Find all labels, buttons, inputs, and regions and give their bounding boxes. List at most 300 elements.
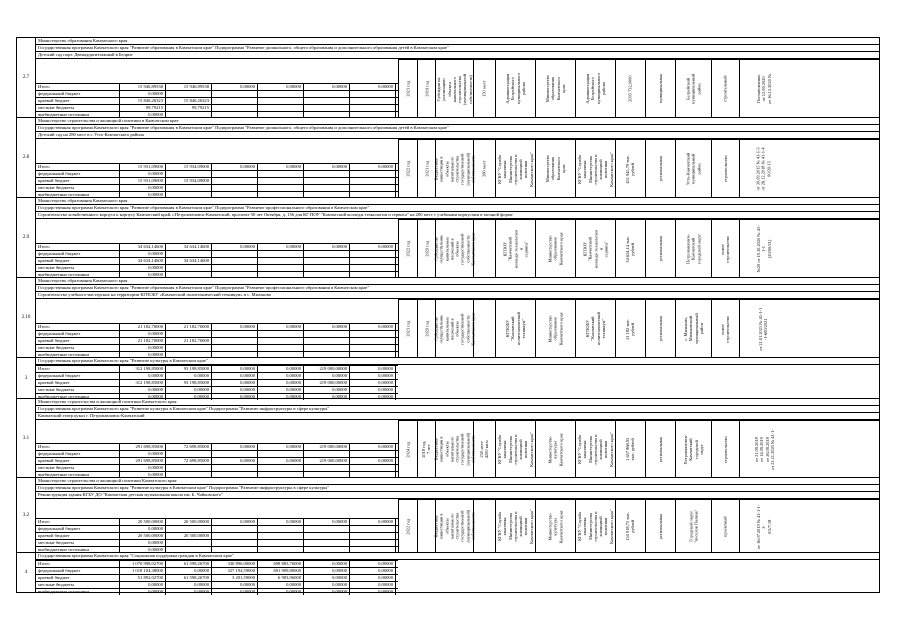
attribute-text: 2021 год <box>405 321 411 337</box>
financing-table <box>36 518 398 553</box>
program-name: Государственная программа Камчатского края "Развитие образования в Камчатском крае" Подпрограмма "Развитие дошкольного, общего образования и дополнительного образования детей в Камчатском крае" <box>36 125 879 132</box>
amount-cell: 61 598,26700 <box>166 561 212 567</box>
program-name: Государственная программа Камчатского края "Развитие образования в Камчатском крае" Подпрограмма "Развитие профессионального образования в Камчатском крае" <box>36 285 879 292</box>
table-section <box>16 552 880 593</box>
amount-cell: 0,00000 <box>258 582 304 588</box>
amount-cell: 0,00000 <box>304 373 350 379</box>
financing-row <box>36 243 398 250</box>
amount-cell: 0,00000 <box>120 387 166 393</box>
amount-cell: 0,00000 <box>350 575 396 581</box>
attribute-cell <box>417 300 435 358</box>
amount-cell: 15 946,89538 <box>166 84 212 90</box>
amount-cell: 0,00000 <box>120 451 166 457</box>
attribute-cell <box>473 500 495 553</box>
attribute-text: 2021 год <box>423 161 429 177</box>
amount-cell: 0,00000 <box>350 458 396 464</box>
financing-table <box>36 163 398 198</box>
amount-cell: 0,00000 <box>120 171 166 177</box>
amount-cell: 20 500,00000 <box>166 519 212 525</box>
amount-cell: 0,00000 <box>304 387 350 393</box>
attribute-cell <box>535 220 575 278</box>
attribute-text: Министерство образования Камчатского края <box>544 155 566 183</box>
object-attributes <box>398 299 879 358</box>
section-title: Министерство образования Камчатского края <box>36 278 879 285</box>
attribute-cell <box>433 140 476 198</box>
table-section <box>16 37 880 117</box>
amount-cell: 34 634,14600 <box>166 258 212 264</box>
amount-cell: 93 198,85000 <box>166 380 212 386</box>
attribute-cell <box>495 140 535 198</box>
attribute-cell <box>473 220 495 278</box>
amount-cell: 34 634,14600 <box>120 244 166 250</box>
amount-cell: 0,00000 <box>120 185 166 191</box>
financing-row <box>36 464 398 471</box>
amount-cell: 0,00000 <box>258 458 304 464</box>
financing-row <box>36 532 398 539</box>
source-label: внебюджетные источники <box>36 394 120 400</box>
source-label: Итого <box>36 244 120 250</box>
source-label: местные бюджеты <box>36 345 120 351</box>
source-label: местные бюджеты <box>36 105 120 111</box>
row-number <box>17 478 36 552</box>
row-number <box>17 553 36 592</box>
source-label: федеральный бюджет <box>36 526 120 532</box>
amount-cell: 21 182,70000 <box>120 338 166 344</box>
row-number-text: 3.1 <box>22 435 30 441</box>
attribute-text: Субсидии на реализацию объекта капитального строительства (муниципальной собственности) <box>436 73 473 105</box>
attribute-cell <box>473 421 495 478</box>
amount-cell: 0,00000 <box>212 589 258 595</box>
amount-cell: 34 634,14600 <box>166 244 212 250</box>
amount-cell: 0,00000 <box>304 519 350 525</box>
amount-cell: 0,00000 <box>258 164 304 170</box>
amount-cell: 291 698,85000 <box>120 444 166 450</box>
financing-table <box>36 443 398 478</box>
attribute-cell <box>417 500 435 553</box>
attribute-text: КГПОУ "Камчатский колледж технологии и сервиса" <box>502 229 529 269</box>
attribute-cell <box>645 500 675 553</box>
section-title: Министерство строительства и жилищной политики Камчатского края <box>36 399 879 406</box>
financing-row <box>36 581 398 588</box>
attribute-text: 2018 год, 7 лет <box>421 441 432 458</box>
attribute-text: Городской округ "поселок Палана" <box>688 509 699 544</box>
amount-cell: 0,00000 <box>120 265 166 271</box>
source-label: внебюджетные источники <box>36 352 120 358</box>
amount-cell: 0,00000 <box>120 394 166 400</box>
attribute-cell <box>417 421 435 478</box>
amount-cell: 0,00000 <box>212 244 258 250</box>
attribute-text: КГКУ "Служба заказчика Министерства строительства и жилищной политики Камчатского края" <box>497 151 534 187</box>
attribute-text: Постановление от 12.09.2020 от 16.12.2020 № <box>756 73 772 105</box>
attribute-cell <box>615 60 645 118</box>
attribute-cell <box>433 220 476 278</box>
table-section <box>16 117 880 197</box>
amount-cell: 0,00000 <box>120 345 166 351</box>
source-label: Итого <box>36 519 120 525</box>
financing-row <box>36 457 398 464</box>
financing-row <box>36 83 398 90</box>
attribute-cell <box>711 60 739 118</box>
amount-cell: 0,00000 <box>258 324 304 330</box>
attribute-cell <box>615 140 645 198</box>
financing-row <box>36 560 398 567</box>
amount-cell: 0,00000 <box>212 387 258 393</box>
attribute-cell <box>495 60 535 118</box>
amount-cell: 0,00000 <box>166 568 212 574</box>
attribute-text: Администрация Белрейского муниципального района <box>504 73 526 105</box>
amount-cell: 0,00000 <box>258 244 304 250</box>
attribute-text: 2022 год <box>405 241 411 257</box>
attribute-text: 2020 год <box>423 241 429 257</box>
document-page <box>16 37 880 593</box>
amount-cell: 0,00000 <box>212 84 258 90</box>
amount-cell: 0,00000 <box>350 589 396 595</box>
attribute-text: 2020 год <box>423 321 429 337</box>
financing-row <box>36 184 398 191</box>
amount-cell: 0,00000 <box>350 519 396 525</box>
source-label: местные бюджеты <box>36 465 120 471</box>
section-title: Министерство образования Камчатского края <box>36 198 879 205</box>
amount-cell: 0,00000 <box>166 582 212 588</box>
source-label: краевой бюджет <box>36 338 120 344</box>
amount-cell: 0,00000 <box>120 272 166 278</box>
amount-cell: 6 983,96000 <box>258 575 304 581</box>
amount-cell: 0,00000 <box>212 366 258 372</box>
financing-row <box>36 443 398 450</box>
attribute-cell <box>575 421 615 478</box>
amount-cell: 0,00000 <box>304 582 350 588</box>
amount-cell: 0,00000 <box>350 373 396 379</box>
attribute-text: от 16.07.2019 № 41-1-1-3- 0/2/7.18 <box>756 504 772 549</box>
attribute-text: Бюджетные инвестиции в объекты капитального строительства государственной (муниципальной) собственности <box>433 152 476 186</box>
attribute-text: региональная <box>657 236 663 262</box>
object-attributes <box>398 219 879 278</box>
amount-cell: 219 000,00000 <box>304 444 350 450</box>
attribute-cell <box>398 300 417 358</box>
amount-cell: 0,00000 <box>120 192 166 198</box>
attribute-cell <box>615 500 645 553</box>
table-section <box>16 277 880 357</box>
amount-cell: 93 198,85000 <box>166 366 212 372</box>
amount-cell: 0,00000 <box>350 380 396 386</box>
amount-cell: 698 883,76000 <box>258 561 304 567</box>
attribute-text: Петропавловск- Камчатский городской округ <box>682 434 704 465</box>
attribute-text: от 30.09.2015 № 41-1-3 от 26.12.2018 № 41-1-4 00/20-15 <box>756 147 772 191</box>
object-name: Реконструкция здания КГБУ ДО "Камчатская детская музыкальная школа им. Б. Чайковского" <box>36 492 879 499</box>
amount-cell: 0,00000 <box>304 164 350 170</box>
amount-cell: 99,79215 <box>166 105 212 111</box>
table-section <box>16 477 880 552</box>
attribute-text: Министерство образования Камчатского края <box>547 312 564 346</box>
financing-row <box>36 170 398 177</box>
source-label: внебюджетные источники <box>36 472 120 478</box>
financing-row <box>36 518 398 525</box>
attribute-text: региональная <box>657 156 663 182</box>
attribute-text: Министерство культуры Камчатского края <box>547 510 564 543</box>
row-number <box>17 198 36 277</box>
attribute-cell <box>398 421 417 478</box>
attribute-cell <box>575 60 615 118</box>
financing-row <box>36 337 398 344</box>
amount-cell: 1 018 104,38000 <box>120 568 166 574</box>
attribute-cell <box>417 140 435 198</box>
amount-cell: 0,00000 <box>350 561 396 567</box>
attribute-cell <box>473 60 495 118</box>
amount-cell: 219 000,00000 <box>304 458 350 464</box>
financing-table <box>36 323 398 358</box>
attribute-text: Субсидия на осуществление капитальных вложений в объекты государственной собственности Камчатского края <box>433 232 476 266</box>
attribute-cell <box>535 500 575 553</box>
attribute-cell <box>645 60 675 118</box>
attribute-cell <box>711 421 739 478</box>
attribute-cell <box>417 60 435 118</box>
program-name: Государственная программа Камчатского края "Развитие культуры в Камчатском крае" Подпрограмма "Развитие инфраструктуры в сфере культуры" <box>36 485 879 492</box>
financing-row <box>36 379 398 386</box>
amount-cell: 291 698,85000 <box>120 458 166 464</box>
attribute-cell <box>473 140 495 198</box>
amount-cell: 0,00000 <box>120 91 166 97</box>
attribute-text: 2005 732,0000 <box>627 75 633 103</box>
amount-cell: 0,00000 <box>350 164 396 170</box>
source-label: федеральный бюджет <box>36 568 120 574</box>
amount-cell: 99,79215 <box>120 105 166 111</box>
attribute-cell <box>675 140 711 198</box>
amount-cell: 0,00000 <box>120 352 166 358</box>
amount-cell: 20 500,00000 <box>120 519 166 525</box>
source-label: федеральный бюджет <box>36 373 120 379</box>
row-number <box>17 358 36 398</box>
row-number-text: 2.8 <box>22 155 30 160</box>
attribute-cell <box>615 421 645 478</box>
attribute-text: 21 182 тыс. рублей <box>625 318 636 340</box>
amount-cell: 0,00000 <box>212 458 258 464</box>
attribute-text: КГКУ "Служба заказчика Министерства строительства и жилищной политики Камчатского края" <box>577 151 614 187</box>
amount-cell: 0,00000 <box>304 568 350 574</box>
row-number <box>17 278 36 357</box>
attribute-cell <box>473 300 495 358</box>
source-label: внебюджетные источники <box>36 589 120 595</box>
financing-row <box>36 525 398 532</box>
attribute-cell <box>495 500 535 553</box>
amount-cell: 0,00000 <box>304 589 350 595</box>
amount-cell: 0,00000 <box>258 387 304 393</box>
attribute-text: 2021 год <box>405 81 411 97</box>
source-label: местные бюджеты <box>36 387 120 393</box>
amount-cell: 21 182,70000 <box>166 324 212 330</box>
attribute-cell <box>398 140 417 198</box>
amount-cell: 312 198,85000 <box>120 366 166 372</box>
attribute-text: новое строительство <box>720 235 731 263</box>
attribute-text: строительный <box>722 75 728 103</box>
amount-cell: 15 846,26323 <box>166 98 212 104</box>
attribute-cell <box>711 220 739 278</box>
source-label: Итого <box>36 444 120 450</box>
attribute-cell <box>711 500 739 553</box>
amount-cell: 15 934,09000 <box>166 164 212 170</box>
object-name: Строительство учебного-мастерских на территории КГПОБУ «Камчатский политехнический техникум» в с. Мильково <box>36 292 879 299</box>
attribute-cell <box>711 300 739 358</box>
attribute-cell <box>575 500 615 553</box>
source-label: местные бюджеты <box>36 185 120 191</box>
attribute-text: 280 мест <box>481 160 487 178</box>
amount-cell: 0,00000 <box>120 373 166 379</box>
attribute-text: Администрация Белрейского муниципального района <box>584 73 606 105</box>
amount-cell: 327 194,59000 <box>212 568 258 574</box>
amount-cell: 0,00000 <box>120 112 166 118</box>
amount-cell: 0,00000 <box>166 394 212 400</box>
source-label: краевой бюджет <box>36 258 120 264</box>
source-label: местные бюджеты <box>36 540 120 546</box>
amount-cell: 312 198,85000 <box>120 380 166 386</box>
object-name: Детский сад порт. Двенадцатиэтажный в Белрие <box>36 52 879 59</box>
attribute-cell <box>398 60 417 118</box>
attribute-cell <box>645 421 675 478</box>
financing-table <box>36 365 398 400</box>
attribute-cell <box>645 220 675 278</box>
financing-table <box>36 243 398 278</box>
amount-cell: 0,00000 <box>166 387 212 393</box>
amount-cell: 20 500,00000 <box>120 533 166 539</box>
attribute-text: КГКУ "Служба заказчика Министерства строительства и жилищной политики Камчатского края" <box>497 509 534 544</box>
attribute-cell <box>645 140 675 198</box>
attribute-cell <box>675 500 711 553</box>
amount-cell: 3 201,59000 <box>212 575 258 581</box>
attribute-cell <box>711 140 739 198</box>
attribute-text: Белрейский муниципальный район <box>685 73 702 105</box>
attribute-text: строительство <box>722 436 728 463</box>
attribute-text: 150 мест <box>481 80 487 98</box>
row-number-text: 2.10 <box>21 315 31 320</box>
amount-cell: 20 500,00000 <box>166 533 212 539</box>
attribute-cell <box>675 421 711 478</box>
attribute-cell <box>739 421 788 478</box>
attribute-cell <box>535 421 575 478</box>
row-number-text: 3.2 <box>22 512 30 518</box>
financing-row <box>36 450 398 457</box>
attribute-cell <box>433 421 476 478</box>
program-name: Государственная программа Камчатского края "Развитие образования в Камчатском крае" Подпрограмма "Развитие дошкольного, общего образования и дополнительного образования детей в Камчатском крае" <box>36 45 879 52</box>
amount-cell: 15 931,09000 <box>120 178 166 184</box>
attribute-text: Субсидия на осуществление капитальных вложений в объекты государственной собственности Камчатского края <box>433 312 476 346</box>
amount-cell: 0,00000 <box>304 324 350 330</box>
financing-row <box>36 90 398 97</box>
attribute-text: строительство <box>722 155 728 183</box>
amount-cell: 61 598,26700 <box>166 575 212 581</box>
source-label: внебюджетные источники <box>36 547 120 553</box>
attribute-cell <box>645 300 675 358</box>
attribute-cell <box>575 300 615 358</box>
amount-cell: 0,00000 <box>350 568 396 574</box>
attribute-text: новое строительство <box>720 315 731 343</box>
attribute-text: Бюджетные инвестиции в объекты капитального строительства государственной (муниципальной) собственности <box>433 510 476 543</box>
attribute-text: Усть-Камчатский муниципальный район <box>685 152 702 186</box>
attribute-cell <box>417 220 435 278</box>
financing-table <box>36 83 398 118</box>
financing-row <box>36 372 398 379</box>
attribute-cell <box>433 300 476 358</box>
attribute-text: 431 945,79 тыс. рублей <box>625 154 636 184</box>
amount-cell: 72 698,85000 <box>166 458 212 464</box>
attribute-text: проектный <box>722 516 728 537</box>
attribute-cell <box>495 300 535 358</box>
amount-cell: 0,00000 <box>258 394 304 400</box>
attribute-cell <box>675 300 711 358</box>
attribute-text: 1 657 868,95 тыс. рублей <box>625 437 636 462</box>
object-attributes <box>398 499 879 553</box>
attribute-text: КГПОБУ "Камчатский политехнический техникум" <box>504 312 526 346</box>
attribute-cell <box>495 421 535 478</box>
source-label: Итого <box>36 164 120 170</box>
amount-cell: 15 946,89538 <box>120 84 166 90</box>
attribute-text: 2022 год <box>405 161 411 177</box>
object-name: Детский сад на 280 мест в г. Усть-Камчатского района <box>36 132 879 139</box>
source-label: Итого <box>36 366 120 372</box>
object-name: Строительство хозяйственного корпуса к корпусу Камчатский край, г.Петропавловск-Камчатский, проспект 50 лет Октября, д. 156 для КГ ПОУ "Камчатский колледж технологии и сервиса" на 200 мест с учебными корпусами в заочной форме <box>36 212 879 219</box>
source-label: краевой бюджет <box>36 178 120 184</box>
financing-row <box>36 163 398 170</box>
amount-cell: 0,00000 <box>212 519 258 525</box>
attribute-text: 250 мест 4200 кв.м <box>479 440 490 459</box>
row-number <box>17 399 36 477</box>
financing-row <box>36 97 398 104</box>
amount-cell: 0,00000 <box>258 373 304 379</box>
amount-cell: 219 000,00000 <box>304 366 350 372</box>
attribute-text: Министерство культуры Камчатского края <box>547 433 564 466</box>
amount-cell: 0,00000 <box>120 589 166 595</box>
amount-cell: 34 634,14600 <box>120 258 166 264</box>
financing-row <box>36 250 398 257</box>
table-section <box>16 398 880 477</box>
attribute-cell <box>575 220 615 278</box>
financing-row <box>36 264 398 271</box>
source-label: федеральный бюджет <box>36 91 120 97</box>
attribute-text: 150 918,73 тыс. рублей <box>625 512 636 541</box>
amount-cell: 0,00000 <box>304 394 350 400</box>
attribute-cell <box>433 500 476 553</box>
attribute-cell <box>739 300 788 358</box>
source-label: федеральный бюджет <box>36 331 120 337</box>
amount-cell: 0,00000 <box>258 519 304 525</box>
amount-cell: 0,00000 <box>350 444 396 450</box>
attribute-text: КГКУ "Служба заказчика Министерства строительства и жилищной политики Камчатского края" <box>497 432 534 467</box>
attribute-cell <box>575 140 615 198</box>
section-title: Государственная программа Камчатского края "Социальная поддержка граждан в Камчатском крае" <box>36 553 879 560</box>
attribute-text: Министерство образования Камчатского края <box>544 75 566 103</box>
section-title: Министерство строительства и жилищной политики Камчатского края <box>36 478 879 485</box>
table-section <box>16 357 880 398</box>
section-title: Министерство образования Камчатского края <box>36 38 879 45</box>
amount-cell: 330 896,00000 <box>212 561 258 567</box>
attribute-text: региональная <box>657 316 663 342</box>
source-label: Итого <box>36 324 120 330</box>
amount-cell: 0,00000 <box>304 244 350 250</box>
amount-cell: 0,00000 <box>166 373 212 379</box>
attribute-text: 2024 год <box>405 441 411 458</box>
attribute-text: Министерство образования Камчатского края <box>547 232 564 266</box>
amount-cell: 0,00000 <box>166 589 212 595</box>
financing-row <box>36 574 398 581</box>
source-label: краевой бюджет <box>36 575 120 581</box>
source-label: федеральный бюджет <box>36 251 120 257</box>
financing-row <box>36 177 398 184</box>
attribute-text: муниципальная <box>657 74 663 104</box>
attribute-text: 2022 год <box>405 518 411 535</box>
amount-cell: 15 846,26323 <box>120 98 166 104</box>
section-title: Министерство строительства и жилищной политики в Камчатском крае <box>36 118 879 125</box>
row-number-text: 2.9 <box>22 235 30 240</box>
amount-cell: 0,00000 <box>120 331 166 337</box>
attribute-cell <box>739 60 788 118</box>
